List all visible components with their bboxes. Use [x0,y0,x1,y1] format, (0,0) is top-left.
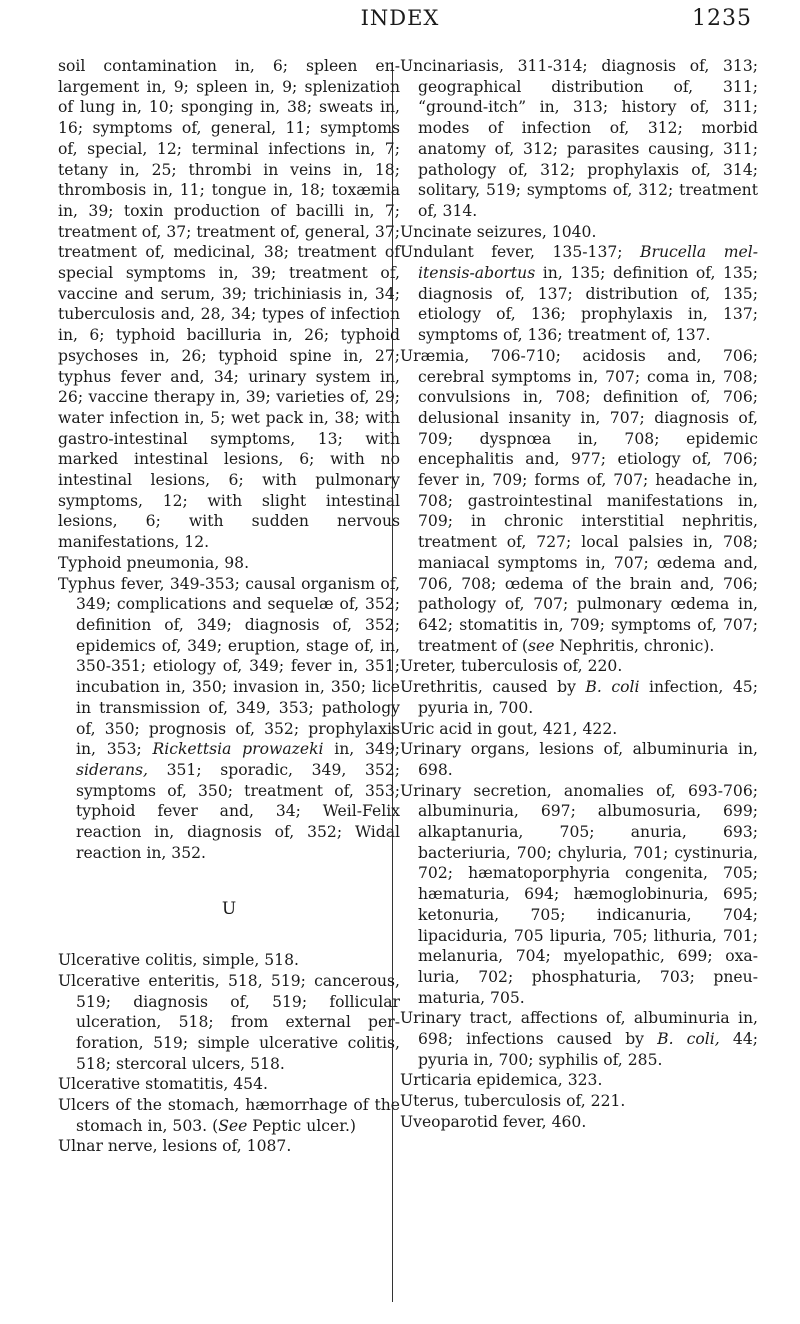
right-column [400,56,758,1133]
index-entry-undulant-fever: Undulant fever, 135-137; Brucella melitensis-abortus in, 135; definition of, 135; diagnosis of, 137; distribution of, 135; etiology of, 136; prophylaxis in, 137; symptoms of, 136; treatment of, 137. [400,243,758,345]
index-entry-uraemia: Uræmia, 706-710; acidosis and, 706; cerebral symptoms in, 707; coma in, 708; convulsions in, 708; definition of, 706; delusional insanity in, 707; diagnosis of, 709; dyspnœa in, 708; epidemic encephalitis and, 977; etiology of, 706; fever in, 709; forms of, 707; headache in, 708; gastrointestinal manifestations in, 709; in chronic interstitial nephritis, treatment of, 727; local palsies in, 708; maniacal symptoms in, 707; œdema and, 706, 708; œdema of the brain and, 706; pathology of, 707; pulmonary œdema in, 642; stomatitis in, 709; symptoms of, 707; treatment of (see Nephritis, chronic). [400,346,758,655]
index-entry-ureter: Ureter, tuberculosis of, 220. [400,657,623,676]
index-entry-uric-acid: Uric acid in gout, 421, 422. [400,719,618,738]
running-head: INDEX [360,6,440,30]
index-entry-uveoparotid: Uveoparotid fever, 460. [400,1112,587,1131]
index-entry-uncinariasis: Uncinariasis, 311-314; diagnosis of, 313; geographical distribution of, 311; “ground-itch” in, 313; history of, 311; modes of infection of, 312; morbid anatomy of, 312; parasites causing, 311; pathology of, 312; prophylaxis of, 314; solitary, 519; symptoms of, 312; treatment of, 314. [400,57,758,220]
index-entry-urticaria: Urticaria epidemica, 323. [400,1071,603,1090]
index-entry-urinary-tract: Urinary tract, affections of, albuminuria in, 698; infections caused by B. coli, 44; pyuria in, 700; syphilis of, 285. [400,1009,758,1069]
page-number: 1235 [692,6,752,31]
index-entry-urinary-organs: Urinary organs, lesions of, albuminuria in, 698. [400,740,758,779]
index-entry-typhoid-continuation: soil contamination in, 6; spleen enlargement in, 9; spleen in, 9; splenization of lung in, 10; sponging in, 38; sweats in, 16; symptoms of, general, 11; symptoms of, special, 12; terminal infections in, 7; tetany in, 25; thrombi in veins in, 18; thrombosis in, 11; tongue in, 18; toxæmia in, 39; toxin production of bacilli in, 7; treatment of, 37; treatment of, general, 37; treatment of, medicinal, 38; treatment of special symptoms in, 39; treatment of, vaccine and serum, 39; trichiniasis in, 34; tuberculosis and, 28, 34; types of infection in, 6; typhoid bacilluria in, 26; typhoid psychoses in, 26; typhoid spine in, 27; typhus fever and, 34; urinary system in, 26; vaccine therapy in, 39; varieties of, 29; water infection in, 5; wet pack in, 38; with gastro-intestinal symptoms, 13; with marked intestinal lesions, 6; with no intestinal lesions, 6; with pulmonary symptoms, 12; with slight intestinal lesions, 6; with sudden nervous manifestations, 12. [58,57,400,552]
index-entry-ulcerative-colitis: Ulcerative colitis, simple, 518. [58,951,299,970]
index-entry-ulcerative-enteritis: Ulcerative enteritis, 518, 519; cancerous, 519; diagnosis of, 519; follicular ulceration, 518; from external perforation, 519; simple ulcerative colitis, 518; stercoral ulcers, 518. [58,971,400,1073]
section-letter: U [221,899,237,920]
index-entry-ulcers-stomach: Ulcers of the stomach, hæmorrhage of the stomach in, 503. (See Peptic ulcer.) [58,1096,400,1135]
index-entry-typhoid-pneumonia: Typhoid pneumonia, 98. [58,553,250,572]
index-entry-urinary-secretion: Urinary secretion, anomalies of, 693-706; albuminuria, 697; albumosuria, 699; alkaptanuria, 705; anuria, 693; bacteriuria, 700; chyluria, 701; cystinuria, 702; hæmatoporphyria congenita, 705; hæmaturia, 694; hæmoglobinuria, 695; ketonuria, 705; indicanuria, 704; lipaciduria, 705 lipuria, 705; lithuria, 701; melanuria, 704; myelopathic, 699; oxaluria, 702; phosphaturia, 703; pneumaturia, 705. [400,781,758,1007]
page-header [40,6,760,40]
index-entry-uncinate-seizures: Uncinate seizures, 1040. [400,222,597,241]
index-entry-urethritis: Urethritis, caused by B. coli infection, 45; pyuria in, 700. [400,678,758,717]
left-column [58,56,400,1157]
index-entry-ulcerative-stomatitis: Ulcerative stomatitis, 454. [58,1075,268,1094]
index-entry-uterus: Uterus, tuberculosis of, 221. [400,1092,626,1111]
index-entry-typhus-fever: Typhus fever, 349-353; causal organism of, 349; complications and sequelæ of, 352; definition of, 349; diagnosis of, 352; epidemics of, 349; eruption, stage of, in, 350-351; etiology of, 349; fever in, 351; incubation in, 350; invasion in, 350; lice in transmission of, 349, 353; pathology of, 350; prognosis of, 352; prophylaxis in, 353; Rickettsia prowazeki in, 349; siderans, 351; sporadic, 349, 352; symptoms of, 350; treatment of, 353; typhoid fever and, 34; Weil-Felix reaction in, diagnosis of, 352; Widal reaction in, 352. [58,574,401,862]
index-entry-ulnar-nerve: Ulnar nerve, lesions of, 1087. [58,1137,292,1156]
